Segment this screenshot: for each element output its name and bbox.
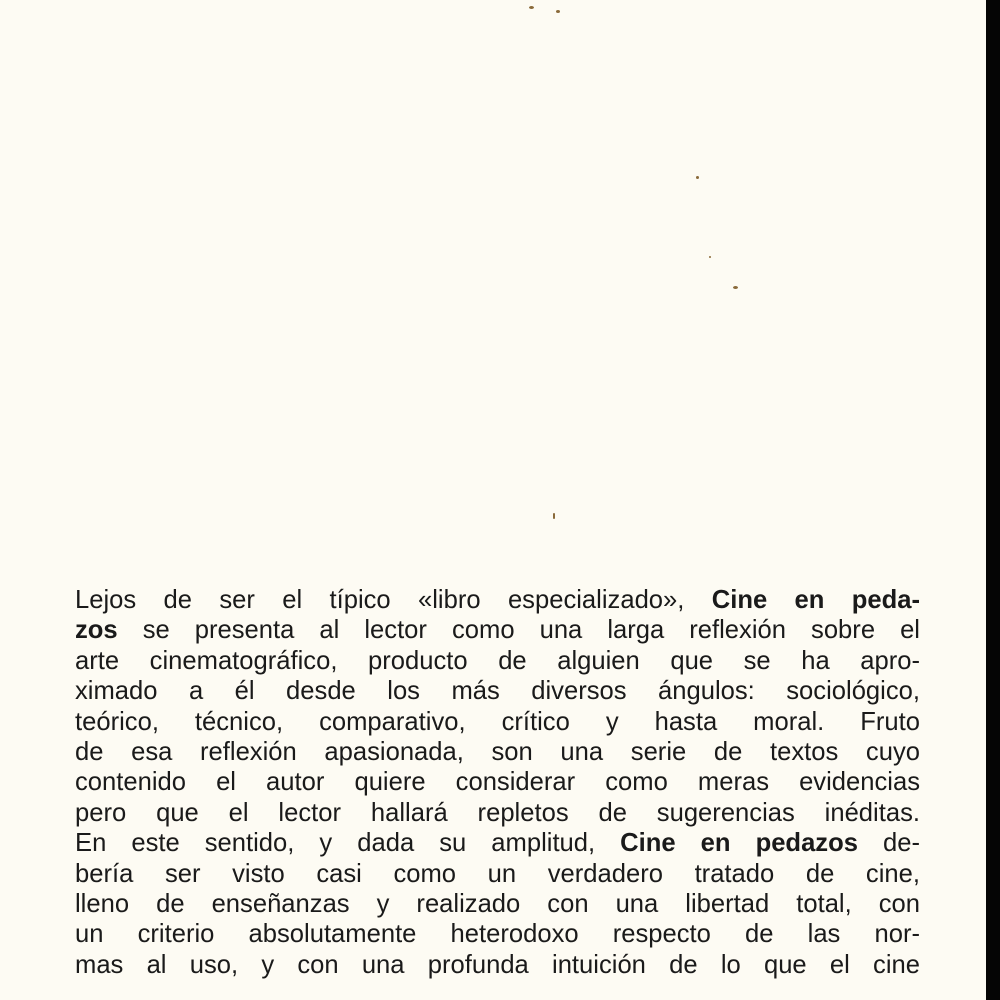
text-run: un criterio absolutamente heterodoxo respecto de las nor-	[75, 920, 920, 949]
paper-speck	[733, 286, 738, 289]
paper-speck	[696, 176, 699, 179]
paper-speck	[529, 6, 534, 9]
text-line	[75, 737, 920, 767]
text-run: bería ser visto casi como un verdadero tratado de cine,	[75, 859, 920, 888]
text-line	[75, 767, 920, 797]
paper-speck	[709, 256, 711, 258]
text-line	[75, 615, 920, 645]
text-line	[75, 828, 920, 858]
text-run: ximado a él desde los más diversos ángulos: sociológico,	[75, 677, 920, 706]
text-line	[75, 889, 920, 919]
book-title-mention: Cine en peda-	[711, 586, 921, 614]
text-run: arte cinematográfico, producto de alguien que se ha apro-	[75, 646, 920, 675]
text-line	[75, 798, 920, 828]
text-run: En este sentido, y dada su amplitud,	[75, 829, 621, 858]
text-line	[75, 585, 920, 615]
text-run: lleno de enseñanzas y realizado con una libertad total, con	[75, 889, 920, 918]
text-line	[75, 707, 920, 737]
book-title-mention: zos	[75, 616, 118, 645]
text-run: contenido el autor quiere considerar como meras evidencias	[75, 768, 920, 797]
text-line	[75, 950, 920, 980]
paper-speck	[556, 10, 560, 13]
text-run: de-	[857, 829, 920, 858]
text-line	[75, 646, 920, 676]
text-run: mas al uso, y con una profunda intuición de lo que el cine	[75, 950, 920, 979]
text-run: Lejos de ser el típico «libro especializado»,	[75, 586, 712, 614]
text-line	[75, 676, 920, 706]
book-title-mention: Cine en pedazos	[620, 829, 858, 858]
text-line	[75, 919, 920, 949]
text-run: de esa reflexión apasionada, son una serie de textos cuyo	[75, 737, 920, 766]
text-run: se presenta al lector como una larga reflexión sobre el	[117, 616, 920, 645]
blurb-text	[75, 585, 920, 980]
paper-speck	[553, 513, 555, 519]
scan-border	[986, 0, 1000, 1000]
text-line	[75, 859, 920, 889]
text-run: pero que el lector hallará repletos de sugerencias inéditas.	[75, 798, 920, 827]
text-run: teórico, técnico, comparativo, crítico y hasta moral. Fruto	[75, 707, 920, 736]
